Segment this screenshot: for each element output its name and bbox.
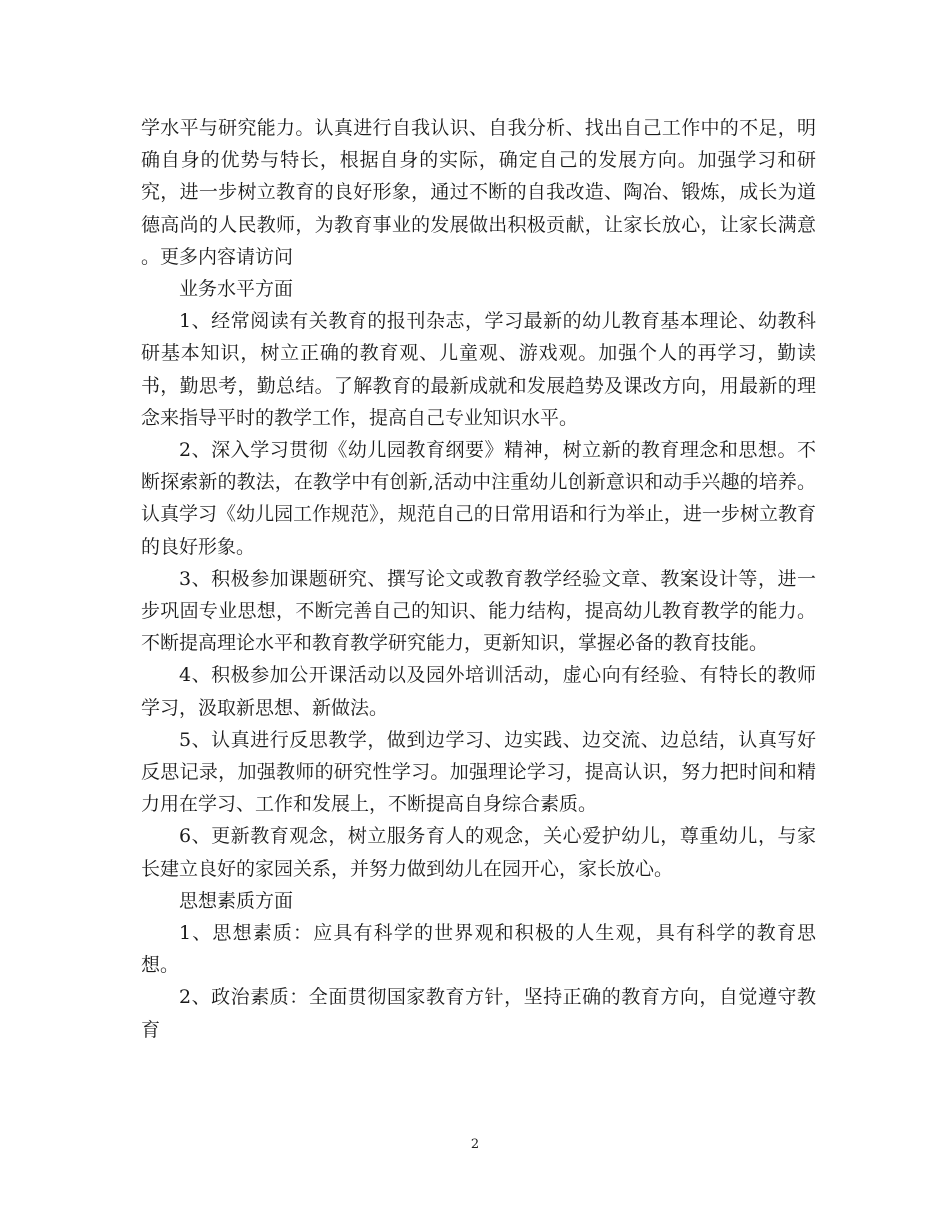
paragraph-business-2: 2、深入学习贯彻《幼儿园教育纲要》精神，树立新的教育理念和思想。不断探索新的教法，在教学中有创新,活动中注重幼儿创新意识和动手兴趣的培养。认真学习《幼儿园工作规范》，规范自己的日常用语和行为举止，进一步树立教育的良好形象。 — [141, 439, 816, 558]
paragraph-business-6: 6、更新教育观念，树立服务育人的观念，关心爱护幼儿，尊重幼儿，与家长建立良好的家园关系，并努力做到幼儿在园开心，家长放心。 — [141, 825, 816, 880]
paragraph-business-1: 1、经常阅读有关教育的报刊杂志，学习最新的幼儿教育基本理论、幼教科研基本知识，树立正确的教育观、儿童观、游戏观。加强个人的再学习，勤读书，勤思考，勤总结。了解教育的最新成就和发展趋势及课改方向，用最新的理念来指导平时的教学工作，提高自己专业知识水平。 — [141, 310, 816, 429]
paragraph-business-3: 3、积极参加课题研究、撰写论文或教育教学经验文章、教案设计等，进一步巩固专业思想，不断完善自己的知识、能力结构，提高幼儿教育教学的能力。不断提高理论水平和教育教学研究能力，更新知识，掌握必备的教育技能。 — [141, 567, 816, 655]
page-number: 2 — [470, 1137, 480, 1152]
paragraph-business-5: 5、认真进行反思教学，做到边学习、边实践、边交流、边总结，认真写好反思记录，加强教师的研究性学习。加强理论学习，提高认识，努力把时间和精力用在学习、工作和发展上，不断提高自身综合素质。 — [141, 728, 816, 816]
paragraph-intro: 学水平与研究能力。认真进行自我认识、自我分析、找出自己工作中的不足，明确自身的优势与特长，根据自身的实际，确定自己的发展方向。加强学习和研究，进一步树立教育的良好形象，通过不断的自我改造、陶冶、锻炼，成长为道德高尚的人民教师，为教育事业的发展做出积极贡献，让家长放心，让家长满意 。更多内容请访问 — [141, 117, 816, 268]
document-body — [141, 112, 816, 1046]
paragraph-ideology-1: 1、思想素质：应具有科学的世界观和积极的人生观，具有科学的教育思想。 — [141, 922, 816, 977]
section-heading-business: 业务水平方面 — [179, 278, 294, 301]
paragraph-business-4: 4、积极参加公开课活动以及园外培训活动，虚心向有经验、有特长的教师学习，汲取新思想、新做法。 — [141, 664, 816, 719]
paragraph-ideology-2: 2、政治素质：全面贯彻国家教育方针，坚持正确的教育方向，自觉遵守教育 — [141, 986, 816, 1041]
section-heading-ideology: 思想素质方面 — [179, 889, 294, 912]
